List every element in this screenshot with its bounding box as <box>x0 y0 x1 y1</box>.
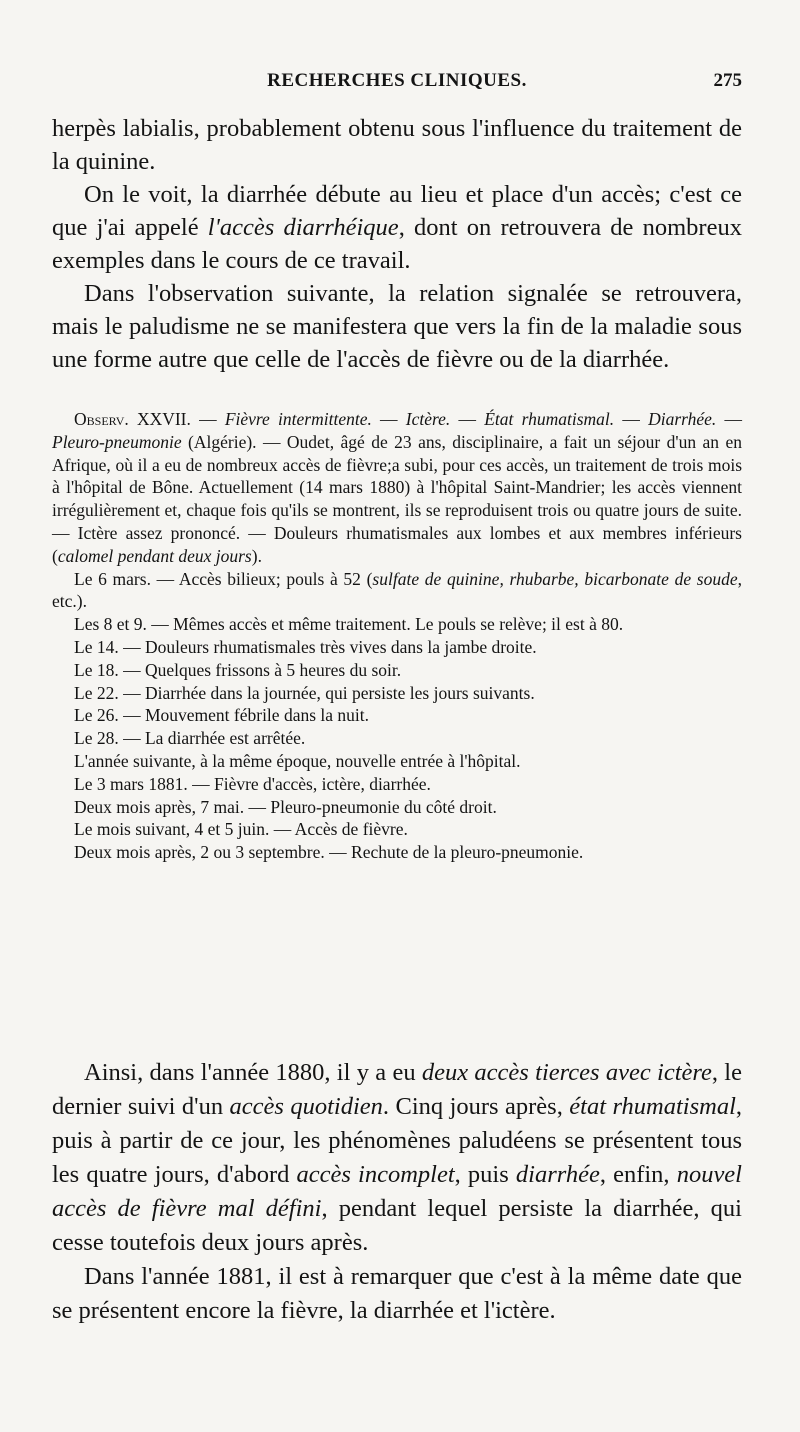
observation-label: Observ. XXVII. <box>74 409 191 429</box>
observation-entry: Le 6 mars. — Accès bilieux; pouls à 52 (sulfate de quinine, rhubarbe, bicarbonate de soude, etc.). <box>52 568 742 612</box>
observation-block <box>52 408 742 864</box>
observation-entry: Le 14. — Douleurs rhumatismales très vives dans la jambe droite. <box>74 636 537 657</box>
observation-entry: Deux mois après, 7 mai. — Pleuro-pneumonie du côté droit. <box>74 796 497 817</box>
observation-entry: Le mois suivant, 4 et 5 juin. — Accès de fièvre. <box>74 819 408 840</box>
observation-entry: Le 28. — La diarrhée est arrêtée. <box>74 728 306 749</box>
conclusion-paragraph-1: Ainsi, dans l'année 1880, il y a eu deux accès tierces avec ictère, le dernier suivi d'un accès quotidien. Cinq jours après, état rhumatismal, puis à partir de ce jour, les phénomènes paludéens se présentent tous les quatre jours, d'abord accès incomplet, puis diarrhée, enfin, nouvel accès de fièvre mal défini, pendant lequel persiste la diarrhée, qui cesse toutefois deux jours après. <box>52 1059 743 1256</box>
intro-paragraph-2: On le voit, la diarrhée débute au lieu et place d'un accès; c'est ce que j'ai appelé l'accès diarrhéique, dont on retrouvera de nombreux exemples dans le cours de ce travail. <box>52 181 742 274</box>
intro-paragraph-3: Dans l'observation suivante, la relation signalée se retrouvera, mais le paludisme ne se manifestera que vers la fin de la maladie sous une forme autre que celle de l'accès de fièvre ou de la diarrhée. <box>52 280 742 373</box>
observation-entry: Le 3 mars 1881. — Fièvre d'accès, ictère, diarrhée. <box>74 773 431 794</box>
intro-paragraph-1: herpès labialis, probablement obtenu sous l'influence du traitement de la quinine. <box>52 115 742 175</box>
observation-entry: Le 26. — Mouvement fébrile dans la nuit. <box>74 705 369 726</box>
observation-heading: Observ. XXVII. — Fièvre intermittente. — Ictère. — État rhumatismal. — Diarrhée. — Pleuro-pneumonie (Algérie). — Oudet, âgé de 23 ans, disciplinaire, a fait un séjour d'un an en Afrique, où il a eu de nombreux accès de fièvre;a subi, pour ces accès, un traitement de trois mois à l'hôpital de Bône. Actuellement (14 mars 1880) à l'hôpital Saint-Mandrier; les accès viennent irrégulièrement et, chaque fois qu'ils se montrent, ils se reproduisent trois ou quatre jours de suite. — Ictère assez prononcé. — Douleurs rhumatismales aux lombes et aux membres inférieurs (calomel pendant deux jours). <box>52 409 742 566</box>
page-header <box>52 70 742 100</box>
conclusion-text <box>52 1056 742 1328</box>
page-number: 275 <box>713 70 742 91</box>
conclusion-paragraph-2: Dans l'année 1881, il est à remarquer que c'est à la même date que se présentent encore la fièvre, la diarrhée et l'ictère. <box>52 1263 742 1324</box>
observation-entry: Les 8 et 9. — Mêmes accès et même traitement. Le pouls se relève; il est à 80. <box>74 614 624 635</box>
observation-entry: Deux mois après, 2 ou 3 septembre. — Rechute de la pleuro-pneumonie. <box>74 842 584 863</box>
intro-text <box>52 112 742 376</box>
observation-entry: Le 18. — Quelques frissons à 5 heures du soir. <box>74 659 402 680</box>
running-title: RECHERCHES CLINIQUES. <box>267 70 527 91</box>
observation-entry: L'année suivante, à la même époque, nouvelle entrée à l'hôpital. <box>74 750 521 771</box>
observation-entry: Le 22. — Diarrhée dans la journée, qui persiste les jours suivants. <box>74 682 535 703</box>
